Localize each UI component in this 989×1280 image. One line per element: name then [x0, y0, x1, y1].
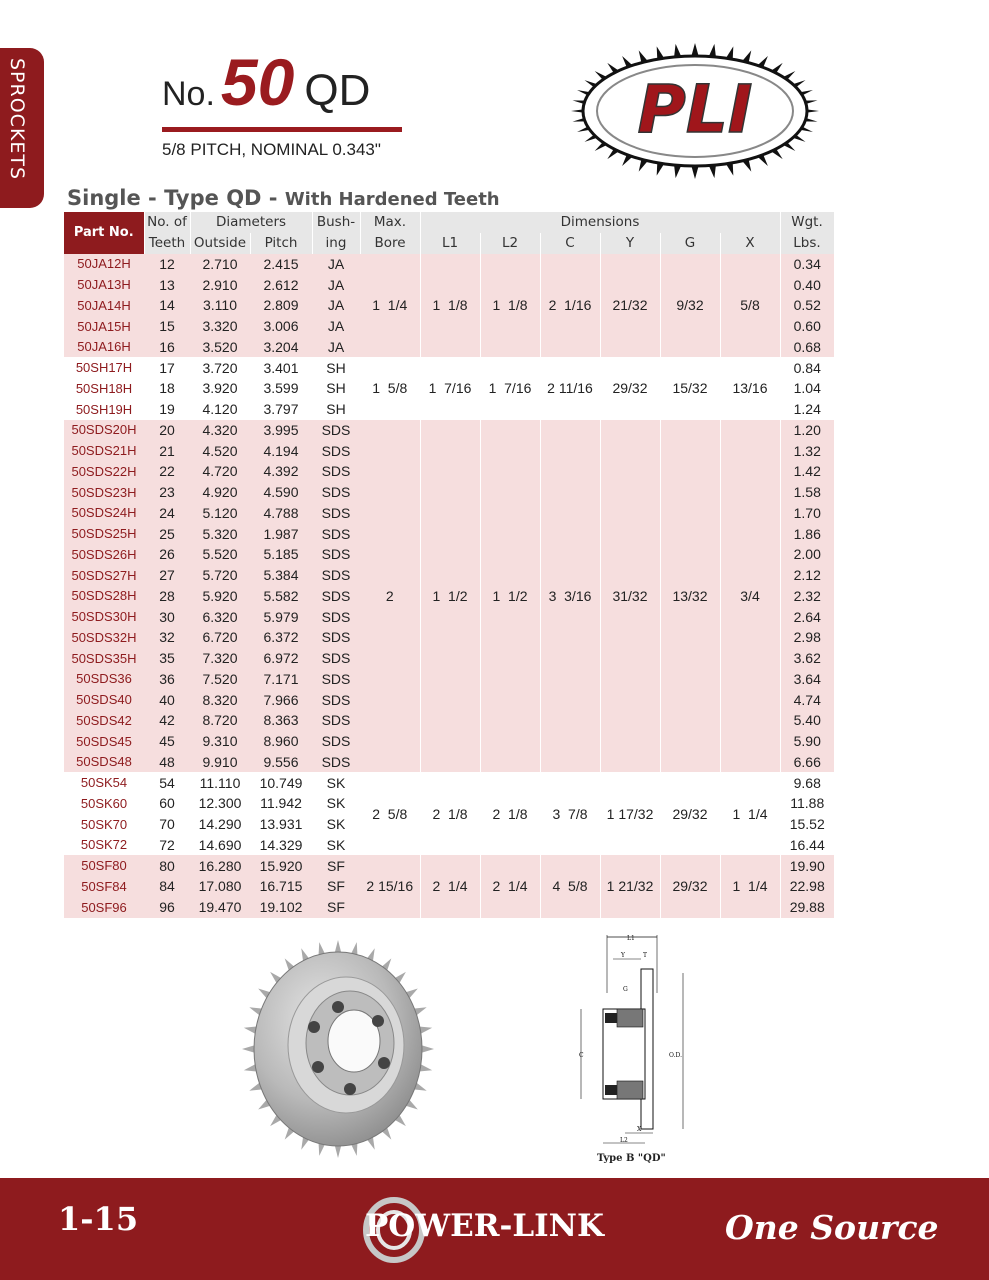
pitch-diameter-cell: 5.185	[250, 544, 312, 565]
weight-cell: 19.90	[780, 855, 834, 876]
teeth-cell: 28	[144, 586, 190, 607]
pitch-diameter-cell: 3.006	[250, 316, 312, 337]
outside-diameter-cell: 3.320	[190, 316, 250, 337]
dimension-c-cell: 4 5/8	[540, 855, 600, 917]
dimension-l1-cell: 1 1/8	[420, 254, 480, 358]
part-cell: 50SDS30H	[64, 606, 144, 627]
teeth-cell: 23	[144, 482, 190, 503]
outside-diameter-cell: 8.320	[190, 689, 250, 710]
weight-cell: 0.40	[780, 274, 834, 295]
dimension-x-cell: 1 1/4	[720, 855, 780, 917]
outside-diameter-cell: 11.110	[190, 772, 250, 793]
weight-cell: 2.12	[780, 565, 834, 586]
pitch-diameter-cell: 3.599	[250, 378, 312, 399]
dim-label-c: C	[579, 1052, 584, 1059]
dimension-bore-cell: 2	[360, 420, 420, 773]
part-cell: 50JA13H	[64, 274, 144, 295]
weight-cell: 0.52	[780, 295, 834, 316]
pli-logo	[560, 40, 830, 182]
pitch-diameter-cell: 2.809	[250, 295, 312, 316]
pitch-diameter-cell: 4.590	[250, 482, 312, 503]
teeth-cell: 26	[144, 544, 190, 565]
dimension-bore-cell: 2 15/16	[360, 855, 420, 917]
teeth-cell: 24	[144, 503, 190, 524]
bushing-cell: SH	[312, 357, 360, 378]
dimension-bore-cell: 1 5/8	[360, 357, 420, 419]
dimension-x-cell: 3/4	[720, 420, 780, 773]
dimension-y-cell: 29/32	[600, 357, 660, 419]
header-y: Y	[600, 233, 660, 254]
title-underline	[162, 127, 402, 132]
dimension-l1-cell: 2 1/4	[420, 855, 480, 917]
bushing-cell: SDS	[312, 731, 360, 752]
weight-cell: 1.58	[780, 482, 834, 503]
bushing-cell: JA	[312, 254, 360, 275]
teeth-cell: 84	[144, 876, 190, 897]
dim-label-x: X	[637, 1126, 642, 1133]
dimension-y-cell: 31/32	[600, 420, 660, 773]
part-cell: 50SK70	[64, 814, 144, 835]
dimension-y-cell: 1 17/32	[600, 772, 660, 855]
outside-diameter-cell: 5.920	[190, 586, 250, 607]
dimension-g-cell: 13/32	[660, 420, 720, 773]
outside-diameter-cell: 9.910	[190, 752, 250, 773]
dimension-c-cell: 3 3/16	[540, 420, 600, 773]
teeth-cell: 80	[144, 855, 190, 876]
part-cell: 50SDS35H	[64, 648, 144, 669]
bushing-cell: SDS	[312, 461, 360, 482]
part-cell: 50SDS26H	[64, 544, 144, 565]
part-cell: 50SDS36	[64, 669, 144, 690]
bushing-cell: SDS	[312, 440, 360, 461]
dim-label-l2: L2	[620, 1137, 628, 1144]
pitch-diameter-cell: 3.797	[250, 399, 312, 420]
bushing-cell: SDS	[312, 565, 360, 586]
pitch-diameter-cell: 11.942	[250, 793, 312, 814]
dim-label-t: T	[643, 952, 648, 959]
dimension-l2-cell: 2 1/8	[480, 772, 540, 855]
bushing-cell: SF	[312, 876, 360, 897]
dimension-y-cell: 21/32	[600, 254, 660, 358]
header-pitch: Pitch	[250, 233, 312, 254]
part-cell: 50SDS22H	[64, 461, 144, 482]
bushing-cell: SDS	[312, 648, 360, 669]
dimension-c-cell: 2 11/16	[540, 357, 600, 419]
outside-diameter-cell: 4.520	[190, 440, 250, 461]
weight-cell: 5.90	[780, 731, 834, 752]
header-teeth: Teeth	[144, 233, 190, 254]
outside-diameter-cell: 4.120	[190, 399, 250, 420]
dim-label-g: G	[623, 986, 628, 993]
outside-diameter-cell: 9.310	[190, 731, 250, 752]
teeth-cell: 13	[144, 274, 190, 295]
bushing-cell: SK	[312, 793, 360, 814]
bushing-cell: SDS	[312, 482, 360, 503]
part-cell: 50SDS45	[64, 731, 144, 752]
header-ing: ing	[312, 233, 360, 254]
type-b-qd-drawing	[565, 933, 705, 1168]
part-cell: 50SK72	[64, 835, 144, 856]
pitch-diameter-cell: 2.612	[250, 274, 312, 295]
bushing-cell: SF	[312, 855, 360, 876]
bushing-cell: SDS	[312, 503, 360, 524]
dimension-c-cell: 3 7/8	[540, 772, 600, 855]
table-row	[64, 254, 834, 275]
bushing-cell: SH	[312, 399, 360, 420]
weight-cell: 1.20	[780, 420, 834, 441]
bushing-cell: SDS	[312, 544, 360, 565]
drawing-caption: Type B "QD"	[597, 1153, 666, 1164]
part-cell: 50SDS40	[64, 689, 144, 710]
bushing-cell: SDS	[312, 606, 360, 627]
section-main: Single - Type QD -	[67, 186, 285, 210]
pitch-diameter-cell: 15.920	[250, 855, 312, 876]
header-part-no: Part No.	[64, 212, 144, 254]
part-cell: 50SDS23H	[64, 482, 144, 503]
teeth-cell: 32	[144, 627, 190, 648]
pitch-diameter-cell: 4.788	[250, 503, 312, 524]
dimension-l2-cell: 1 1/8	[480, 254, 540, 358]
outside-diameter-cell: 2.710	[190, 254, 250, 275]
spec-table-body	[64, 254, 834, 918]
weight-cell: 0.60	[780, 316, 834, 337]
dimension-l2-cell: 1 7/16	[480, 357, 540, 419]
dimension-l2-cell: 2 1/4	[480, 855, 540, 917]
bushing-cell: SDS	[312, 710, 360, 731]
bushing-cell: SDS	[312, 669, 360, 690]
part-cell: 50JA16H	[64, 337, 144, 358]
part-cell: 50SDS20H	[64, 420, 144, 441]
teeth-cell: 20	[144, 420, 190, 441]
bushing-cell: SK	[312, 772, 360, 793]
title-suffix: QD	[304, 66, 371, 115]
dimension-l1-cell: 2 1/8	[420, 772, 480, 855]
weight-cell: 15.52	[780, 814, 834, 835]
page-title	[162, 44, 370, 120]
bushing-cell: SDS	[312, 523, 360, 544]
teeth-cell: 30	[144, 606, 190, 627]
bushing-cell: SDS	[312, 689, 360, 710]
bushing-cell: SF	[312, 897, 360, 918]
header-l1: L1	[420, 233, 480, 254]
outside-diameter-cell: 7.320	[190, 648, 250, 669]
part-cell: 50SK54	[64, 772, 144, 793]
weight-cell: 0.34	[780, 254, 834, 275]
header-max: Max.	[360, 212, 420, 233]
pitch-diameter-cell: 2.415	[250, 254, 312, 275]
teeth-cell: 17	[144, 357, 190, 378]
outside-diameter-cell: 2.910	[190, 274, 250, 295]
pitch-diameter-cell: 5.979	[250, 606, 312, 627]
teeth-cell: 54	[144, 772, 190, 793]
bushing-cell: JA	[312, 316, 360, 337]
part-cell: 50SK60	[64, 793, 144, 814]
bushing-cell: SK	[312, 814, 360, 835]
brand-name: POWER-LINK	[365, 1208, 604, 1244]
outside-diameter-cell: 3.920	[190, 378, 250, 399]
header-c: C	[540, 233, 600, 254]
outside-diameter-cell: 5.120	[190, 503, 250, 524]
side-tab-label: SPROCKETS	[6, 58, 28, 181]
teeth-cell: 40	[144, 689, 190, 710]
header-g: G	[660, 233, 720, 254]
weight-cell: 1.42	[780, 461, 834, 482]
pitch-diameter-cell: 5.384	[250, 565, 312, 586]
dimension-c-cell: 2 1/16	[540, 254, 600, 358]
part-cell: 50SDS32H	[64, 627, 144, 648]
dimension-g-cell: 29/32	[660, 855, 720, 917]
teeth-cell: 16	[144, 337, 190, 358]
weight-cell: 4.74	[780, 689, 834, 710]
pitch-diameter-cell: 19.102	[250, 897, 312, 918]
weight-cell: 3.64	[780, 669, 834, 690]
dim-label-y: Y	[621, 952, 625, 959]
pitch-diameter-cell: 3.995	[250, 420, 312, 441]
part-cell: 50SDS48	[64, 752, 144, 773]
outside-diameter-cell: 7.520	[190, 669, 250, 690]
weight-cell: 1.70	[780, 503, 834, 524]
weight-cell: 22.98	[780, 876, 834, 897]
part-cell: 50SDS28H	[64, 586, 144, 607]
outside-diameter-cell: 12.300	[190, 793, 250, 814]
teeth-cell: 48	[144, 752, 190, 773]
section-sub: With Hardened Teeth	[284, 189, 500, 210]
teeth-cell: 22	[144, 461, 190, 482]
weight-cell: 9.68	[780, 772, 834, 793]
weight-cell: 3.62	[780, 648, 834, 669]
title-number: 50	[220, 45, 295, 119]
pitch-diameter-cell: 9.556	[250, 752, 312, 773]
table-row	[64, 855, 834, 876]
teeth-cell: 19	[144, 399, 190, 420]
subtitle: 5/8 PITCH, NOMINAL 0.343"	[162, 140, 381, 159]
spec-table	[64, 212, 835, 918]
table-row	[64, 772, 834, 793]
weight-cell: 1.86	[780, 523, 834, 544]
weight-cell: 0.68	[780, 337, 834, 358]
part-cell: 50SF84	[64, 876, 144, 897]
weight-cell: 1.32	[780, 440, 834, 461]
dimension-l1-cell: 1 1/2	[420, 420, 480, 773]
weight-cell: 2.98	[780, 627, 834, 648]
bushing-cell: JA	[312, 274, 360, 295]
teeth-cell: 25	[144, 523, 190, 544]
header-bush: Bush-	[312, 212, 360, 233]
part-cell: 50SDS42	[64, 710, 144, 731]
dimension-bore-cell: 2 5/8	[360, 772, 420, 855]
part-cell: 50JA14H	[64, 295, 144, 316]
part-cell: 50JA15H	[64, 316, 144, 337]
pitch-diameter-cell: 10.749	[250, 772, 312, 793]
outside-diameter-cell: 4.320	[190, 420, 250, 441]
part-cell: 50SH19H	[64, 399, 144, 420]
part-cell: 50SDS24H	[64, 503, 144, 524]
pitch-diameter-cell: 3.204	[250, 337, 312, 358]
teeth-cell: 21	[144, 440, 190, 461]
outside-diameter-cell: 19.470	[190, 897, 250, 918]
pitch-diameter-cell: 13.931	[250, 814, 312, 835]
weight-cell: 1.04	[780, 378, 834, 399]
header-l2: L2	[480, 233, 540, 254]
pitch-diameter-cell: 16.715	[250, 876, 312, 897]
dimension-l2-cell: 1 1/2	[480, 420, 540, 773]
teeth-cell: 36	[144, 669, 190, 690]
dimension-x-cell: 5/8	[720, 254, 780, 358]
weight-cell: 29.88	[780, 897, 834, 918]
outside-diameter-cell: 6.320	[190, 606, 250, 627]
dimension-l1-cell: 1 7/16	[420, 357, 480, 419]
weight-cell: 6.66	[780, 752, 834, 773]
table-row	[64, 420, 834, 441]
outside-diameter-cell: 3.720	[190, 357, 250, 378]
part-cell: 50SDS27H	[64, 565, 144, 586]
weight-cell: 2.00	[780, 544, 834, 565]
part-cell: 50SF80	[64, 855, 144, 876]
pitch-diameter-cell: 6.372	[250, 627, 312, 648]
pitch-diameter-cell: 5.582	[250, 586, 312, 607]
teeth-cell: 35	[144, 648, 190, 669]
pitch-diameter-cell: 6.972	[250, 648, 312, 669]
teeth-cell: 27	[144, 565, 190, 586]
weight-cell: 16.44	[780, 835, 834, 856]
outside-diameter-cell: 5.320	[190, 523, 250, 544]
pitch-diameter-cell: 14.329	[250, 835, 312, 856]
part-cell: 50SH18H	[64, 378, 144, 399]
outside-diameter-cell: 3.110	[190, 295, 250, 316]
title-prefix: No.	[162, 75, 215, 113]
header-lbs: Lbs.	[780, 233, 834, 254]
pitch-diameter-cell: 7.171	[250, 669, 312, 690]
weight-cell: 1.24	[780, 399, 834, 420]
outside-diameter-cell: 14.290	[190, 814, 250, 835]
dimension-g-cell: 29/32	[660, 772, 720, 855]
teeth-cell: 60	[144, 793, 190, 814]
part-cell: 50SF96	[64, 897, 144, 918]
pitch-diameter-cell: 4.194	[250, 440, 312, 461]
header-bore: Bore	[360, 233, 420, 254]
teeth-cell: 42	[144, 710, 190, 731]
outside-diameter-cell: 17.080	[190, 876, 250, 897]
tagline: One Source	[725, 1208, 939, 1247]
dim-label-od: O.D.	[669, 1052, 682, 1059]
part-cell: 50SH17H	[64, 357, 144, 378]
teeth-cell: 15	[144, 316, 190, 337]
pitch-diameter-cell: 1.987	[250, 523, 312, 544]
dimension-g-cell: 15/32	[660, 357, 720, 419]
teeth-cell: 14	[144, 295, 190, 316]
weight-cell: 11.88	[780, 793, 834, 814]
pitch-diameter-cell: 8.960	[250, 731, 312, 752]
teeth-cell: 96	[144, 897, 190, 918]
teeth-cell: 72	[144, 835, 190, 856]
teeth-cell: 12	[144, 254, 190, 275]
bushing-cell: JA	[312, 337, 360, 358]
pitch-diameter-cell: 7.966	[250, 689, 312, 710]
weight-cell: 0.84	[780, 357, 834, 378]
bushing-cell: SDS	[312, 420, 360, 441]
outside-diameter-cell: 5.720	[190, 565, 250, 586]
outside-diameter-cell: 3.520	[190, 337, 250, 358]
outside-diameter-cell: 5.520	[190, 544, 250, 565]
bushing-cell: SK	[312, 835, 360, 856]
weight-cell: 2.64	[780, 606, 834, 627]
teeth-cell: 45	[144, 731, 190, 752]
weight-cell: 2.32	[780, 586, 834, 607]
bushing-cell: SDS	[312, 586, 360, 607]
weight-cell: 5.40	[780, 710, 834, 731]
section-title	[67, 186, 500, 210]
header-outside: Outside	[190, 233, 250, 254]
bushing-cell: SH	[312, 378, 360, 399]
header-x: X	[720, 233, 780, 254]
outside-diameter-cell: 16.280	[190, 855, 250, 876]
header-wgt: Wgt.	[780, 212, 834, 233]
dimension-x-cell: 1 1/4	[720, 772, 780, 855]
part-cell: 50SDS21H	[64, 440, 144, 461]
pitch-diameter-cell: 4.392	[250, 461, 312, 482]
bushing-cell: SDS	[312, 752, 360, 773]
pitch-diameter-cell: 3.401	[250, 357, 312, 378]
bushing-cell: JA	[312, 295, 360, 316]
table-row	[64, 357, 834, 378]
outside-diameter-cell: 8.720	[190, 710, 250, 731]
part-cell: 50JA12H	[64, 254, 144, 275]
sprocket-photo	[238, 935, 438, 1163]
header-no-of: No. of	[144, 212, 190, 233]
part-cell: 50SDS25H	[64, 523, 144, 544]
header-diameters: Diameters	[190, 212, 312, 233]
side-tab	[0, 48, 44, 208]
dimension-y-cell: 1 21/32	[600, 855, 660, 917]
page-number: 1-15	[58, 1200, 139, 1238]
outside-diameter-cell: 4.920	[190, 482, 250, 503]
dimension-bore-cell: 1 1/4	[360, 254, 420, 358]
dimension-g-cell: 9/32	[660, 254, 720, 358]
dim-label-l1: L1	[627, 935, 635, 942]
logo-text: PLI	[637, 71, 753, 148]
bushing-cell: SDS	[312, 627, 360, 648]
header-dimensions: Dimensions	[420, 212, 780, 233]
teeth-cell: 70	[144, 814, 190, 835]
outside-diameter-cell: 4.720	[190, 461, 250, 482]
teeth-cell: 18	[144, 378, 190, 399]
dimension-x-cell: 13/16	[720, 357, 780, 419]
outside-diameter-cell: 6.720	[190, 627, 250, 648]
pitch-diameter-cell: 8.363	[250, 710, 312, 731]
outside-diameter-cell: 14.690	[190, 835, 250, 856]
